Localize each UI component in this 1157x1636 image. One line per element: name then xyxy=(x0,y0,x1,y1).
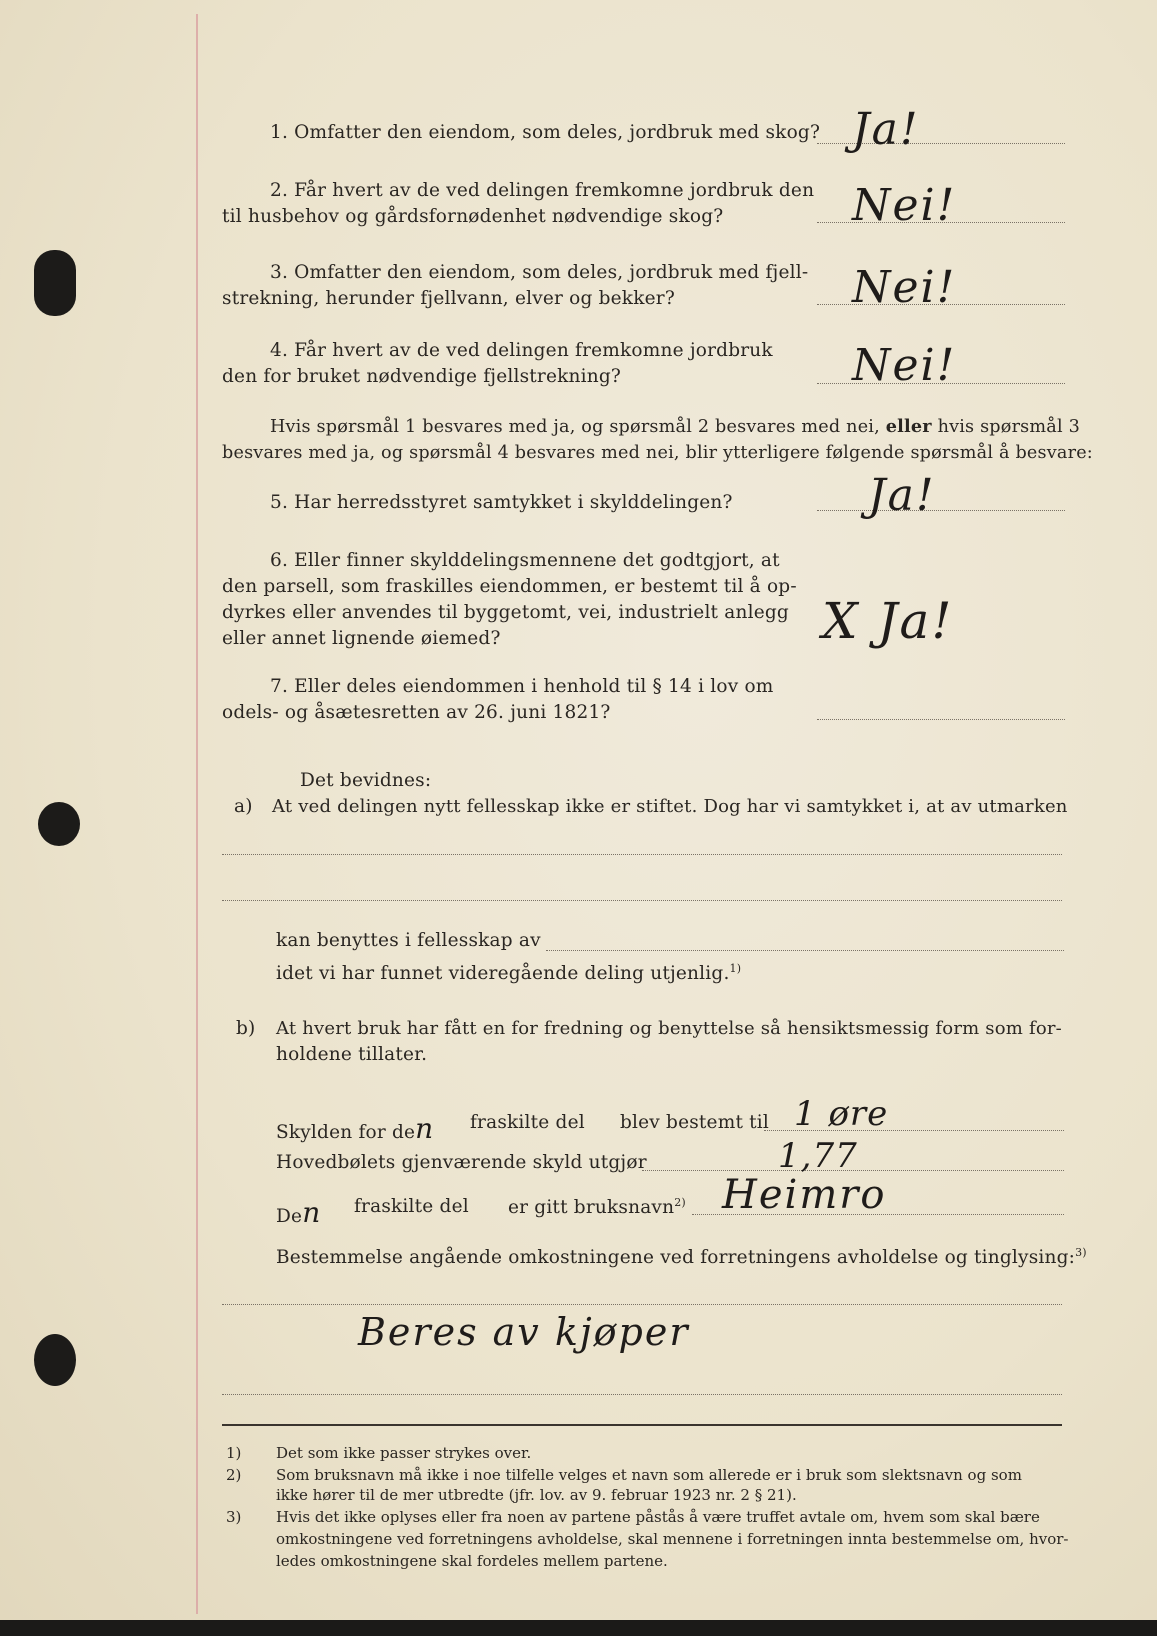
punch-hole-top xyxy=(34,250,76,316)
skyld-line-1c: blev bestemt til xyxy=(620,1112,770,1133)
question-6-line4: eller annet lignende øiemed? xyxy=(222,628,501,649)
question-4-answer: Nei! xyxy=(852,340,957,391)
footnote-2-line2: ikke hører til de mer utbredte (jfr. lov. av 9. februar 1923 nr. 2 § 21). xyxy=(276,1486,797,1504)
bevidnes-a-label: a) xyxy=(234,796,253,817)
idet-text: idet vi har funnet videregående deling utjenlig.$^{1)}$ xyxy=(276,962,742,985)
kan-benyttes-line xyxy=(546,950,1064,951)
bestemmelse-text: Bestemmelse angående omkostningene ved forretningens avholdelse og tinglysing:$^{3)}$ xyxy=(276,1246,1087,1269)
condition-line-1: Hvis spørsmål 1 besvares med ja, og spørsmål 2 besvares med nei, eller hvis spørsmål 3 xyxy=(270,416,1080,437)
footnote-3-line2: omkostningene ved forretningens avholdelse, skal mennene i forretningen innta bestemmelse om, hvor- xyxy=(276,1530,1069,1548)
question-5-answer-line xyxy=(817,510,1065,511)
question-1-text: 1. Omfatter den eiendom, som deles, jordbruk med skog? xyxy=(270,122,821,143)
bruksnavn-answer: Heimro xyxy=(722,1172,887,1218)
question-3-line2: strekning, herunder fjellvann, elver og bekker? xyxy=(222,288,675,309)
footnote-3-num: 3) xyxy=(226,1508,242,1526)
question-2-answer: Nei! xyxy=(852,180,957,231)
skyld-answer: 1 øre xyxy=(794,1094,889,1134)
question-3-line1: 3. Omfatter den eiendom, som deles, jordbruk med fjell- xyxy=(270,262,809,283)
footnote-1-num: 1) xyxy=(226,1444,242,1462)
bruksnavn-line-c: er gitt bruksnavn$^{2)}$ xyxy=(508,1196,686,1219)
footnote-1-text: Det som ikke passer strykes over. xyxy=(276,1444,532,1462)
skyld-line-1: Skylden for den xyxy=(276,1112,435,1145)
question-5-answer: Ja! xyxy=(868,470,936,521)
bestemmelse-line-2 xyxy=(222,1394,1062,1395)
question-6-answer: X Ja! xyxy=(822,592,954,650)
footnote-2-line1: Som bruksnavn må ikke i noe tilfelle velges et navn som allerede er i bruk som slektsnavn og som xyxy=(276,1466,1022,1484)
footnote-3-line1: Hvis det ikke oplyses eller fra noen av partene påstås å være truffet avtale om, hvem som skal bære xyxy=(276,1508,1040,1526)
footnote-2-num: 2) xyxy=(226,1466,242,1484)
kan-benyttes-text: kan benyttes i fellesskap av xyxy=(276,930,541,951)
bevidnes-a-text: At ved delingen nytt fellesskap ikke er stiftet. Dog har vi samtykket i, at av utmarken xyxy=(272,796,1068,817)
punch-hole-middle xyxy=(38,802,80,846)
skyld-line-1b: fraskilte del xyxy=(470,1112,585,1133)
question-6-line3: dyrkes eller anvendes til byggetomt, vei, industrielt anlegg xyxy=(222,602,789,623)
bruksnavn-line-b: fraskilte del xyxy=(354,1196,469,1217)
margin-line xyxy=(196,14,198,1614)
bevidnes-heading: Det bevidnes: xyxy=(300,770,432,791)
question-3-answer: Nei! xyxy=(852,262,957,313)
question-2-line1: 2. Får hvert av de ved delingen fremkomne jordbruk den xyxy=(270,180,815,201)
bevidnes-b-line1: At hvert bruk har fått en for fredning og benyttelse så hensiktsmessig form som for- xyxy=(276,1018,1062,1039)
question-6-line2: den parsell, som fraskilles eiendommen, er bestemt til å op- xyxy=(222,576,797,597)
question-7-line1: 7. Eller deles eiendommen i henhold til § 14 i lov om xyxy=(270,676,774,697)
footnote-separator xyxy=(222,1424,1062,1426)
bruksnavn-line: Den xyxy=(276,1196,322,1229)
bestemmelse-line-1 xyxy=(222,1304,1062,1305)
question-5-text: 5. Har herredsstyret samtykket i skylddelingen? xyxy=(270,492,733,513)
bevidnes-a-line-1 xyxy=(222,854,1062,855)
bevidnes-b-line2: holdene tillater. xyxy=(276,1044,428,1065)
footnote-3-line3: ledes omkostningene skal fordeles mellem partene. xyxy=(276,1552,668,1570)
hovedbol-text: Hovedbølets gjenværende skyld utgjør xyxy=(276,1152,647,1173)
question-7-answer-line xyxy=(817,719,1065,720)
question-2-line2: til husbehov og gårdsfornødenhet nødvendige skog? xyxy=(222,206,724,227)
punch-hole-bottom xyxy=(34,1334,76,1386)
question-4-line2: den for bruket nødvendige fjellstrekning? xyxy=(222,366,622,387)
question-1-answer: Ja! xyxy=(852,104,920,155)
bevidnes-a-line-2 xyxy=(222,900,1062,901)
condition-line-2: besvares med ja, og spørsmål 4 besvares med nei, blir ytterligere følgende spørsmål å besvare: xyxy=(222,443,1093,463)
bestemmelse-answer: Beres av kjøper xyxy=(358,1310,690,1354)
question-6-line1: 6. Eller finner skylddelingsmennene det godtgjort, at xyxy=(270,550,780,571)
bevidnes-b-label: b) xyxy=(236,1018,256,1039)
question-7-line2: odels- og åsætesretten av 26. juni 1821? xyxy=(222,702,611,723)
hovedbol-answer: 1,77 xyxy=(778,1136,858,1176)
question-4-line1: 4. Får hvert av de ved delingen fremkomne jordbruk xyxy=(270,340,773,361)
